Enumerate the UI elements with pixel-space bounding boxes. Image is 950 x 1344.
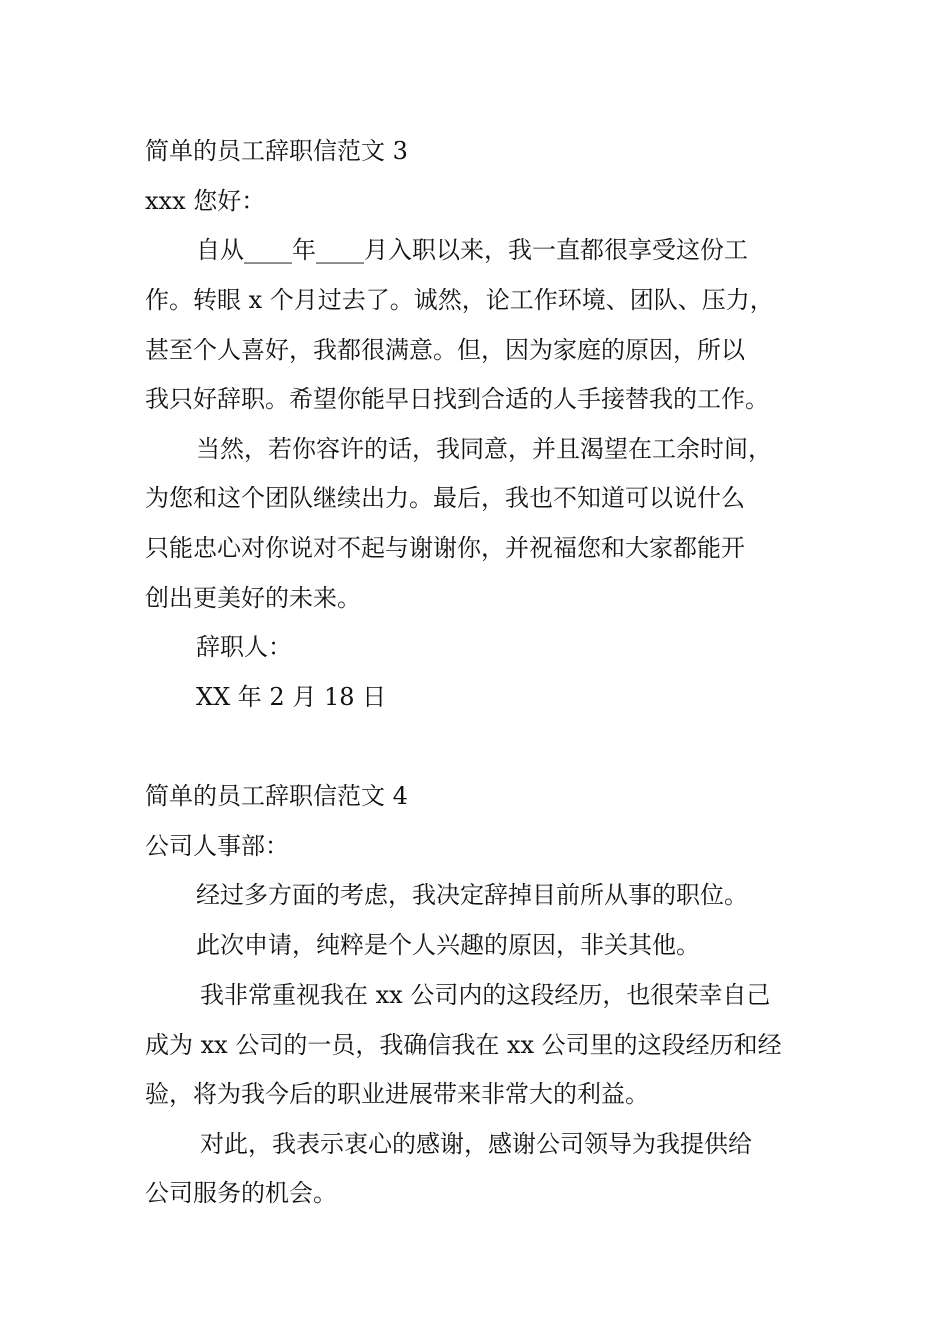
section-3-paragraph-1-line-3: 甚至个人喜好，我都很满意。但，因为家庭的原因，所以 xyxy=(145,336,745,364)
section-3-paragraph-1-line-4: 我只好辞职。希望你能早日找到合适的人手接替我的工作。 xyxy=(145,385,769,413)
section-3-paragraph-2-line-3: 只能忠心对你说对不起与谢谢你，并祝福您和大家都能开 xyxy=(145,534,745,562)
section-4-paragraph-3-line-1: 我非常重视我在 xx 公司内的这段经历，也很荣幸自己 xyxy=(200,981,771,1009)
section-3-paragraph-2-line-2: 为您和这个团队继续出力。最后，我也不知道可以说什么 xyxy=(145,484,745,512)
section-4-paragraph-4-line-1: 对此，我表示衷心的感谢，感谢公司领导为我提供给 xyxy=(200,1130,752,1158)
section-3-title: 简单的员工辞职信范文 3 xyxy=(145,137,408,165)
section-3-paragraph-2-line-1: 当然，若你容许的话，我同意，并且渴望在工余时间， xyxy=(196,435,772,463)
section-4-salutation: 公司人事部： xyxy=(145,832,289,860)
section-4-paragraph-3-line-2: 成为 xx 公司的一员，我确信我在 xx 公司里的这段经历和经 xyxy=(145,1031,782,1059)
section-4-paragraph-3-line-3: 验，将为我今后的职业进展带来非常大的利益。 xyxy=(145,1080,649,1108)
section-3-paragraph-1-line-1: 自从____年____月入职以来，我一直都很享受这份工 xyxy=(196,236,748,264)
signer-label: 辞职人： xyxy=(196,633,292,661)
section-4-title: 简单的员工辞职信范文 4 xyxy=(145,782,408,810)
section-3-salutation: xxx 您好： xyxy=(145,187,266,215)
section-3-paragraph-2-line-4: 创出更美好的未来。 xyxy=(145,584,361,612)
section-3-paragraph-1-line-2: 作。转眼 x 个月过去了。诚然，论工作环境、团队、压力， xyxy=(145,286,774,314)
section-4-paragraph-4-line-2: 公司服务的机会。 xyxy=(145,1179,337,1207)
section-4-paragraph-1: 经过多方面的考虑，我决定辞掉目前所从事的职位。 xyxy=(196,881,748,909)
section-4-paragraph-2: 此次申请，纯粹是个人兴趣的原因，非关其他。 xyxy=(196,931,700,959)
letter-date: XX 年 2 月 18 日 xyxy=(196,683,387,711)
